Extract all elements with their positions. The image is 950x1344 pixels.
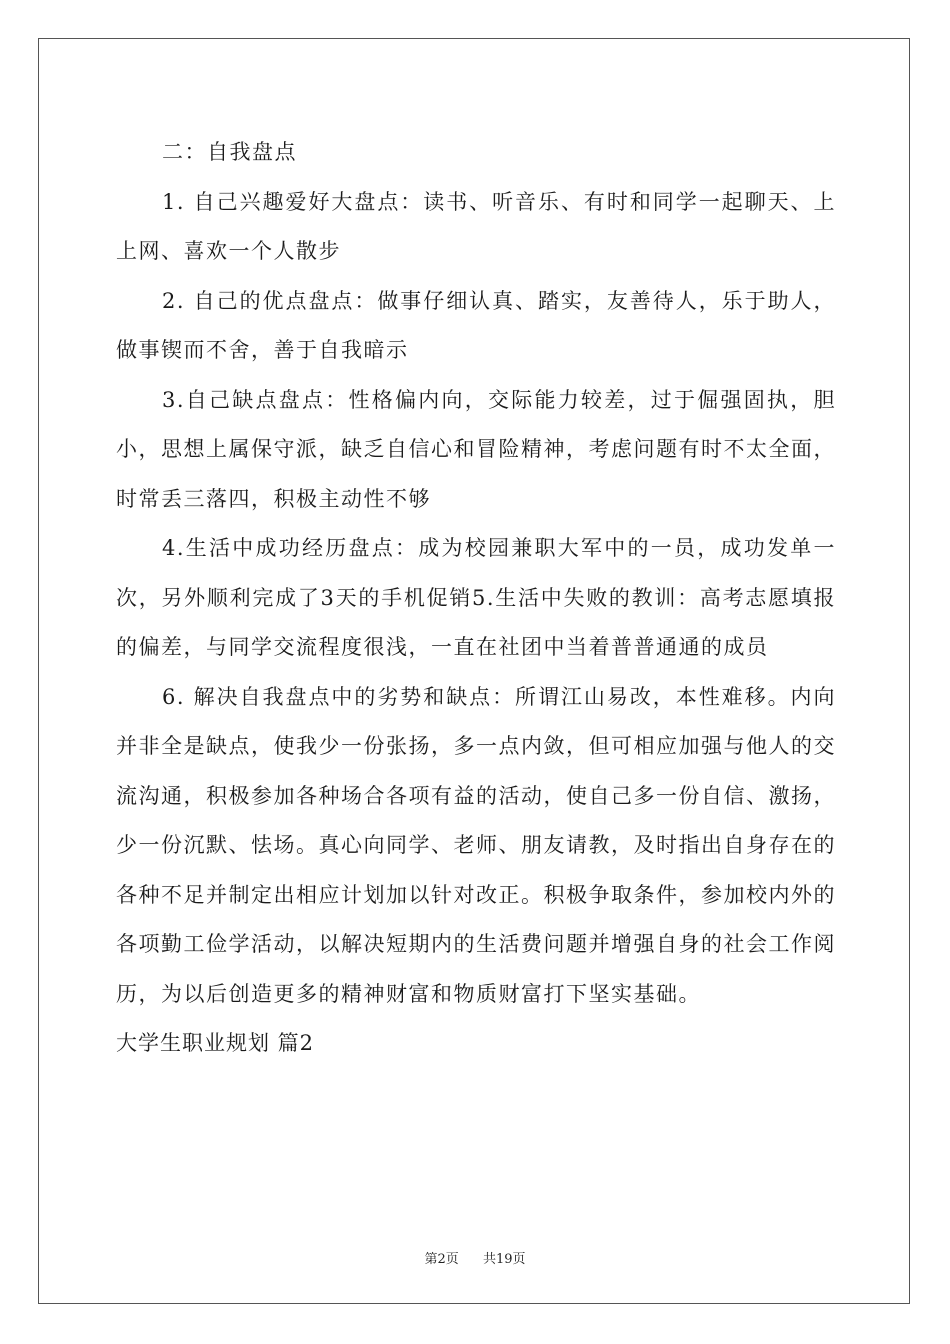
document-body	[116, 128, 836, 1069]
paragraph-strengths: 2. 自己的优点盘点：做事仔细认真、踏实，友善待人，乐于助人，做事锲而不舍，善于自我暗示	[116, 288, 836, 362]
page-footer	[0, 1248, 950, 1267]
paragraph-hobbies: 1. 自己兴趣爱好大盘点：读书、听音乐、有时和同学一起聊天、上上网、喜欢一个人散步	[116, 189, 836, 263]
section-heading: 大学生职业规划 篇2	[116, 1031, 315, 1055]
page-number-current: 第2页	[424, 1252, 459, 1267]
paragraph-experiences: 4.生活中成功经历盘点：成为校园兼职大军中的一员，成功发单一次，另外顺利完成了3天的手机促销5.生活中失败的教训：高考志愿填报的偏差，与同学交流程度很浅，一直在社团中当着普普通通的成员	[116, 536, 836, 659]
page-number-total: 共19页	[483, 1252, 526, 1267]
paragraph-solutions: 6. 解决自我盘点中的劣势和缺点：所谓江山易改，本性难移。内向并非全是缺点，使我少一份张扬，多一点内敛，但可相应加强与他人的交流沟通，积极参加各种场合各项有益的活动，使自己多一份自信、激扬，少一份沉默、怯场。真心向同学、老师、朋友请教，及时指出自身存在的各种不足并制定出相应计划加以针对改正。积极争取条件，参加校内外的各项勤工俭学活动，以解决短期内的生活费问题并增强自身的社会工作阅历，为以后创造更多的精神财富和物质财富打下坚实基础。	[116, 684, 836, 1006]
paragraph-self-inventory-heading: 二：自我盘点	[162, 140, 297, 164]
paragraph-weaknesses: 3.自己缺点盘点：性格偏内向，交际能力较差，过于倔强固执，胆小，思想上属保守派，缺乏自信心和冒险精神，考虑问题有时不太全面，时常丢三落四，积极主动性不够	[116, 387, 836, 511]
